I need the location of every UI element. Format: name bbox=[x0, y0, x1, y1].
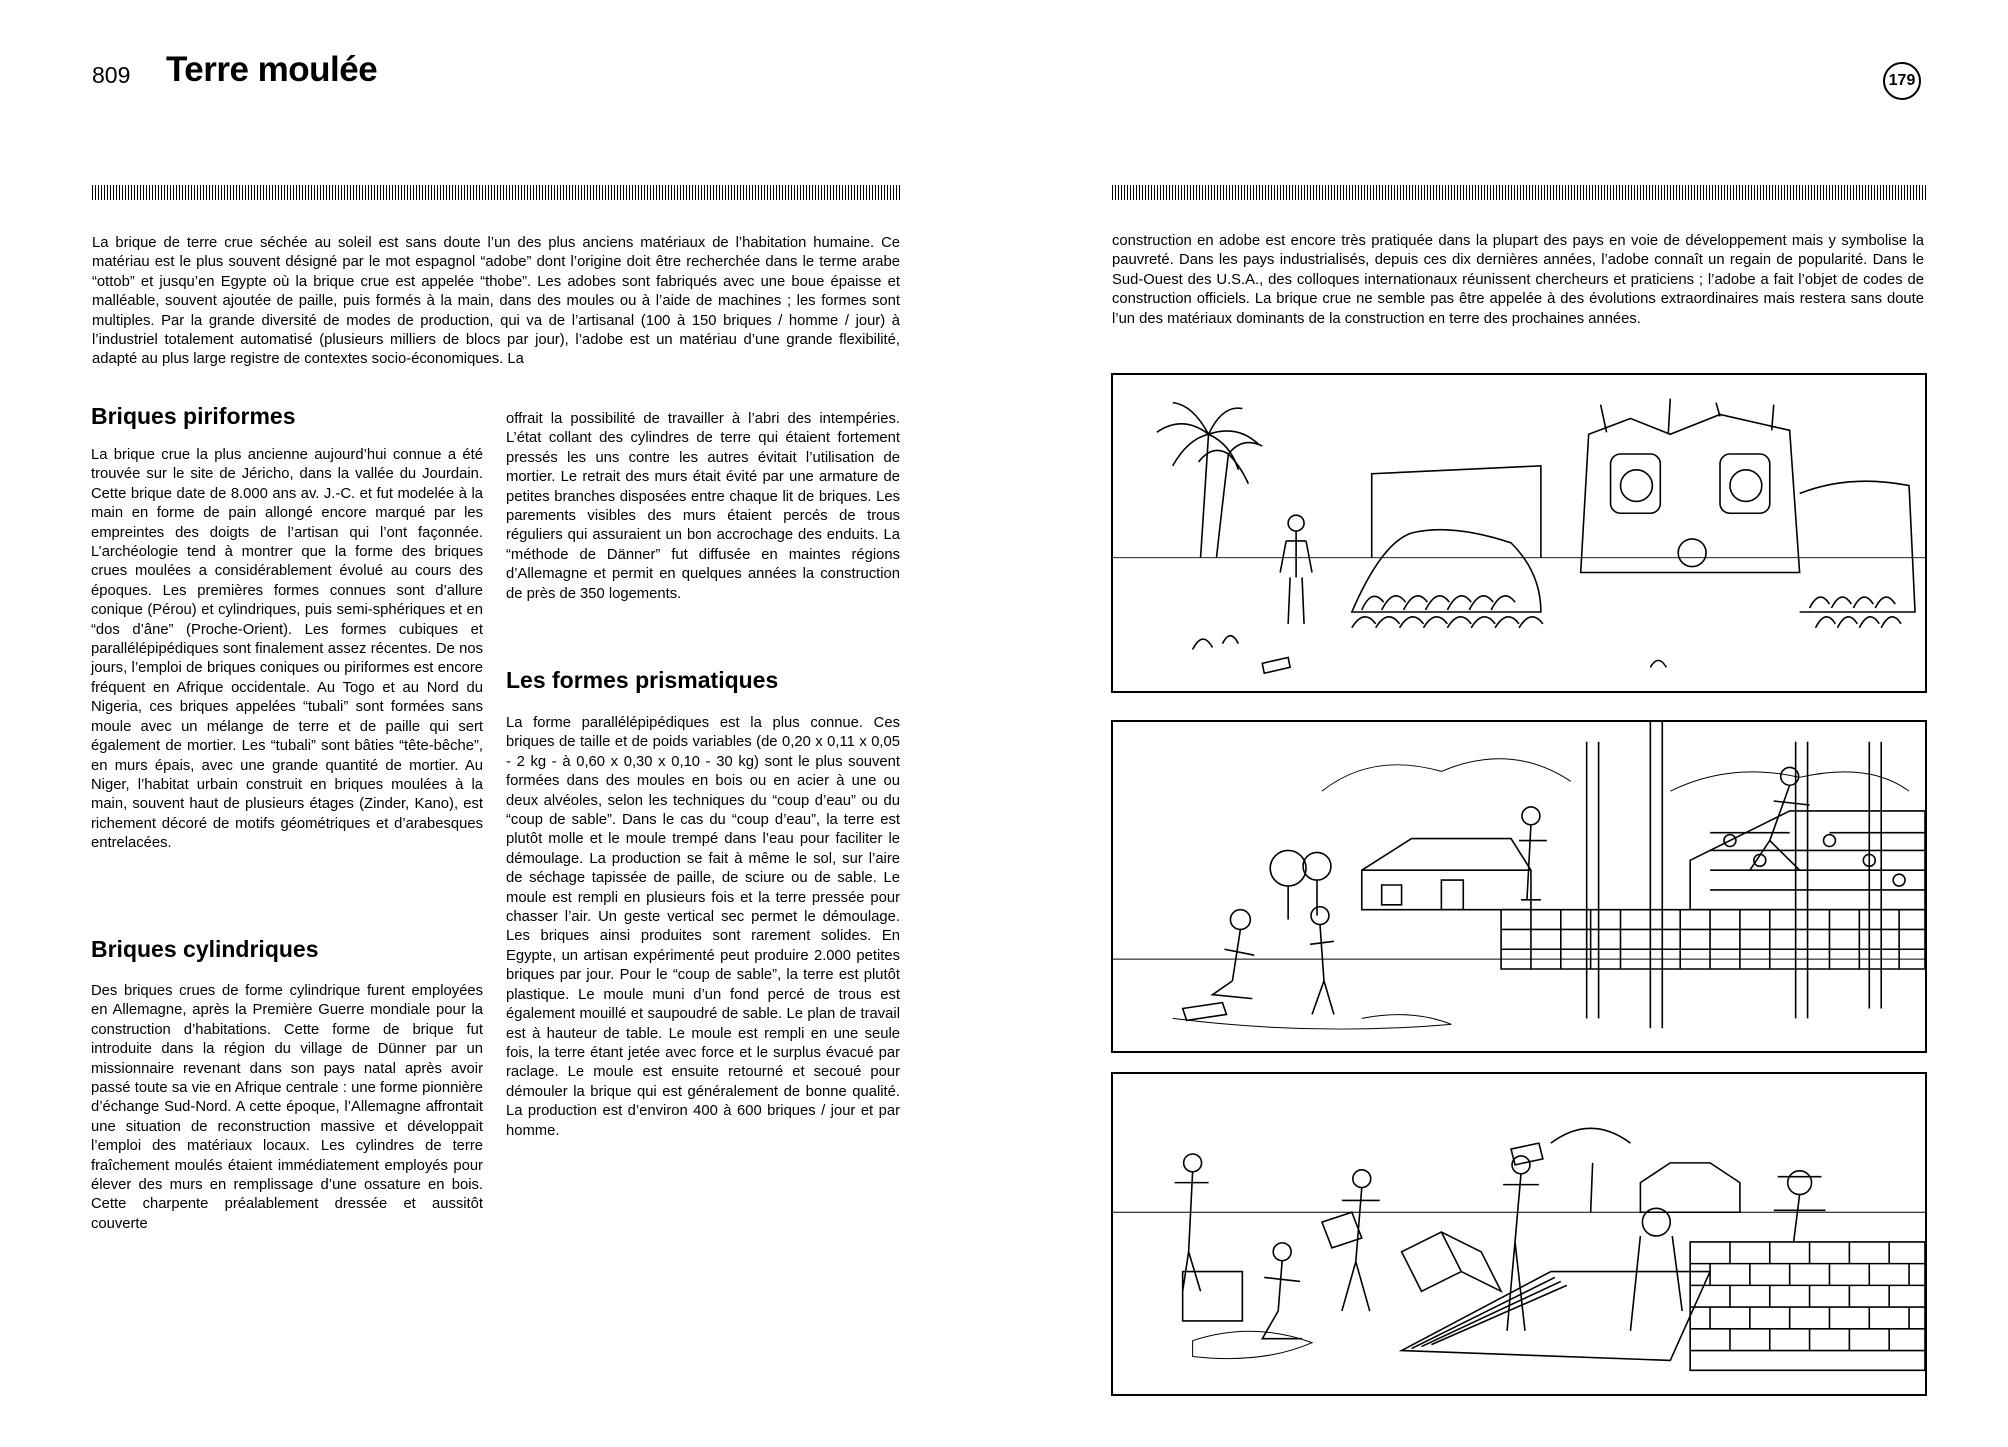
intro-paragraph-right: construction en adobe est encore très pratiquée dans la plupart des pays en voie de développement mais y symbolise la pauvreté. Dans les pays industrialisés, depuis ces dix dernières années, l’adobe connaît un regain de popularité. Dans le Sud-Ouest des U.S.A., des colloques internationaux réunissent chercheurs et praticiens ; l’adobe a fait l’objet de codes de construction officiels. La brique crue ne semble pas être appelée à des évolutions extraordinaires mais restera sans doute l’un des matériaux dominants de la construction en terre des prochaines années. bbox=[1112, 233, 1924, 327]
paragraph-briques-cylindriques: Des briques crues de forme cylindrique furent employées en Allemagne, après la Première Guerre mondiale pour la construction d’habitations. Cette forme de brique fut introduite dans la région du village de Dünner par un missionnaire revenant dans son pays natal après avoir passé toute sa vie en Afrique centrale : une forme pionnière d’échange Sud-Nord. A cette époque, l’Allemagne affrontait une situation de reconstruction massive et développait l’emploi des matériaux locaux. Les cylindres de terre fraîchement moulés étaient immédiatement employés pour élever des murs en remplissage d’une ossature en bois. Cette charpente préalablement dressée et aussitôt couverte bbox=[91, 983, 483, 1232]
intro-paragraph-left: La brique de terre crue séchée au soleil est sans doute l’un des plus anciens matériaux de l’habitation humaine. Ce matériau est le plus souvent désigné par le mot espagnol “adobe” dont l’origine doit être recherchée dans le terme arabe “ottob” et jusqu’en Egypte où la brique crue est appelée “thobe”. Les adobes sont fabriqués avec une boue épaisse et malléable, souvent ajoutée de paille, puis formés à la main, dans des moules ou à l’aide de machines ; les formes sont multiples. Par la grande diversité de modes de production, qui va de l’artisanal (100 à 150 briques / homme / jour) à l’industriel totalement automatisé (plusieurs milliers de blocs par jour), l’adobe est un matériau d’une grande flexibilité, adapté au plus large registre de contextes socio-économiques. La bbox=[92, 235, 900, 368]
heading-briques-cylindriques: Briques cylindriques bbox=[91, 936, 319, 962]
heading-formes-prismatiques: Les formes prismatiques bbox=[506, 667, 779, 693]
illustration-african-adobe-village bbox=[1111, 373, 1927, 693]
paragraph-formes-prismatiques: La forme parallélépipédiques est la plus connue. Ces briques de taille et de poids variables (de 0,20 x 0,11 x 0,05 - 2 kg - à 0,60 x 0,30 x 0,10 - 30 kg) sont le plus souvent formées dans des moules en bois ou en acier à une ou deux alvéoles, selon les techniques du “coup d’eau” ou du “coup de sable”. Dans le cas du “coup d’eau”, la terre est plutôt molle et le moule trempé dans l’eau pour faciliter le démoulage. La production se fait à même le sol, sur l’aire de séchage tapissée de paille, de sciure ou de sable. Le moule est rempli en plusieurs fois et la terre pressée pour chasser l’air. Un geste vertical sec permet le démoulage. Les briques ainsi produites sont rarement solides. En Egypte, un artisan expérimenté peut produire 2.000 petites briques par jour. Pour le “coup de sable”, la terre est plutôt plastique. Le moule muni d’un fond percé de trous est également mouillé et saupoudré de sable. Le plan de travail est à hauteur de table. Le moule est rempli en une seule fois, la terre étant jetée avec force et le surplus évacué par raclage. Le moule est ensuite retourné et secoué pour démouler la brique qui est généralement de bonne qualité. La production est d’environ 400 à 600 briques / jour et par homme. bbox=[506, 715, 900, 1139]
circled-page-number: 179 bbox=[1883, 62, 1921, 100]
hatched-rule-right bbox=[1112, 185, 1926, 200]
hatched-rule-left bbox=[92, 185, 902, 200]
page-number: 809 bbox=[92, 62, 131, 88]
heading-briques-piriformes: Briques piriformes bbox=[91, 403, 296, 429]
page-title: Terre moulée bbox=[166, 50, 378, 89]
paragraph-briques-piriformes: La brique crue la plus ancienne aujourd’hui connue a été trouvée sur le site de Jéricho, dans la vallée du Jourdain. Cette brique date de 8.000 ans av. J.-C. et fut modelée à la main en forme de pain allongé encore marqué par les empreintes des doigts de l’artisan qui l’ont façonnée. L’archéologie tend à montrer que la forme des briques crues moulées a considérablement évolué au cours des époques. Les premières formes connues sont d’allure conique (Pérou) et cylindriques, puis semi-sphériques et en “dos d’âne” (Proche-Orient). Les formes cubiques et parallélépipédiques sont finalement assez récentes. De nos jours, l’emploi de briques coniques ou piriformes est encore fréquent en Afrique occidentale. Au Togo et au Nord du Nigeria, ces briques appelées “tubali” sont formées sans moule avec un mélange de terre et de paille qui sert également de mortier. Les “tubali” sont bâties “tête-bêche”, en murs épais, avec une grande quantité de mortier. Au Niger, l’habitat urbain construit en briques moulées à la main, souvent haut de plusieurs étages (Zinder, Kano), est richement décoré de motifs géométriques et d’arabesques entrelacées. bbox=[91, 447, 483, 852]
illustration-rectangular-adobe-production bbox=[1111, 1072, 1927, 1396]
illustration-cylindrical-brick-wall bbox=[1111, 720, 1927, 1053]
paragraph-cylindriques-continuation: offrait la possibilité de travailler à l’abri des intempéries. L’état collant des cylindres de terre qui étaient fortement pressés les uns contre les autres évitait l’utilisation de mortier. Le retrait des murs était évité par une armature de petites branches disposées entre chaque lit de briques. Les parements visibles des murs étaient percés de trous réguliers qui assuraient un bon accrochage des enduits. La “méthode de Dänner” fut diffusée en maintes régions d’Allemagne et permit en quelques années la construction de près de 350 logements. bbox=[506, 411, 900, 602]
